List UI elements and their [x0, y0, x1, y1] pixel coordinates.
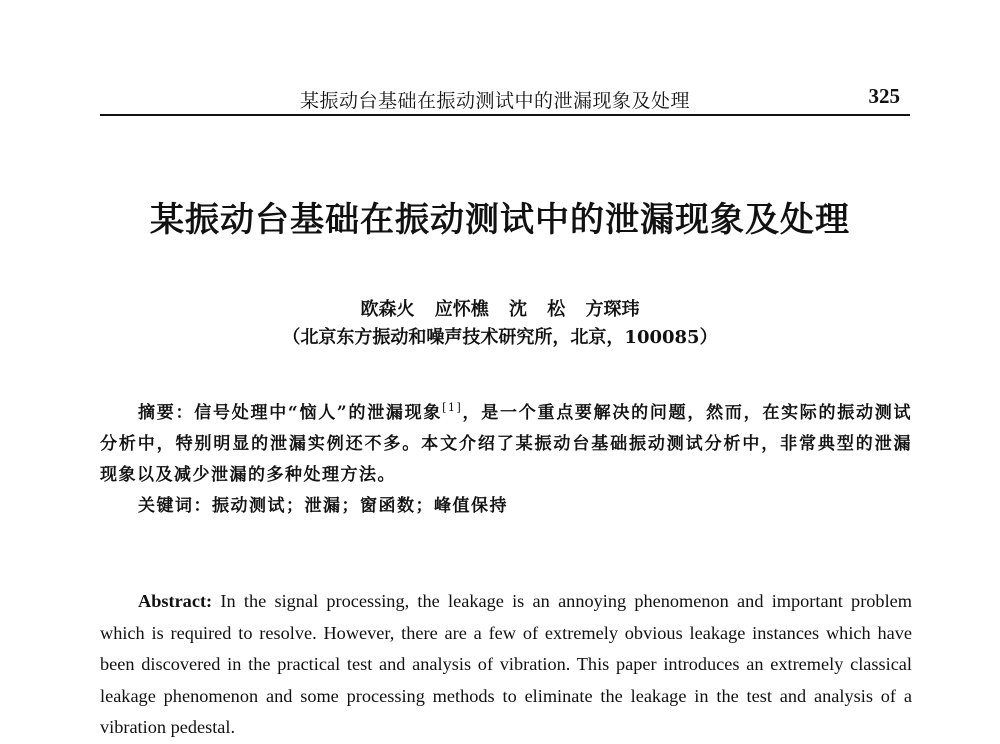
running-title: 某振动台基础在振动测试中的泄漏现象及处理	[300, 90, 691, 112]
abstract-cn-text-1: 信号处理中“恼人”的泄漏现象	[194, 403, 443, 423]
abstract-chinese	[100, 398, 912, 491]
abstract-cn-label: 摘要：	[138, 403, 195, 423]
paper-title: 某振动台基础在振动测试中的泄漏现象及处理	[150, 200, 850, 240]
keywords-chinese	[138, 491, 908, 516]
running-header	[100, 84, 910, 116]
abstract-english	[100, 586, 912, 744]
abstract-en-label: Abstract	[138, 591, 207, 611]
keywords-text: 振动测试；泄漏；窗函数；峰值保持	[212, 496, 508, 516]
abstract-cn-text-2: ，是一个重点要解决的问题，然而，在实际的振动测试分析中，特别明显的泄漏实例还不多。本文介绍了某振动台基础振动测试分析中，非常典型的泄漏现象以及减少泄漏的多种处理方法。	[100, 403, 913, 485]
authors: 欧森火 应怀樵 沈 松 方琛玮	[360, 299, 640, 320]
abstract-en-colon: :	[206, 591, 221, 611]
affiliation: （北京东方振动和噪声技术研究所，北京，100085）	[282, 327, 718, 348]
abstract-en-text: In the signal processing, the leakage is an annoying phenomenon and important problem which is required to resolve. However, there are a few of extremely obvious leakage instances which have been discovered in the practical test and analysis of vibration. This paper introduces an extremely classical leakage phenomenon and some processing methods to eliminate the leakage in the test and analysis of a vibration pedestal.	[100, 591, 912, 737]
citation-ref: [1]	[442, 401, 463, 414]
page-number: 325	[868, 84, 900, 108]
keywords-label: 关键词：	[138, 496, 212, 516]
